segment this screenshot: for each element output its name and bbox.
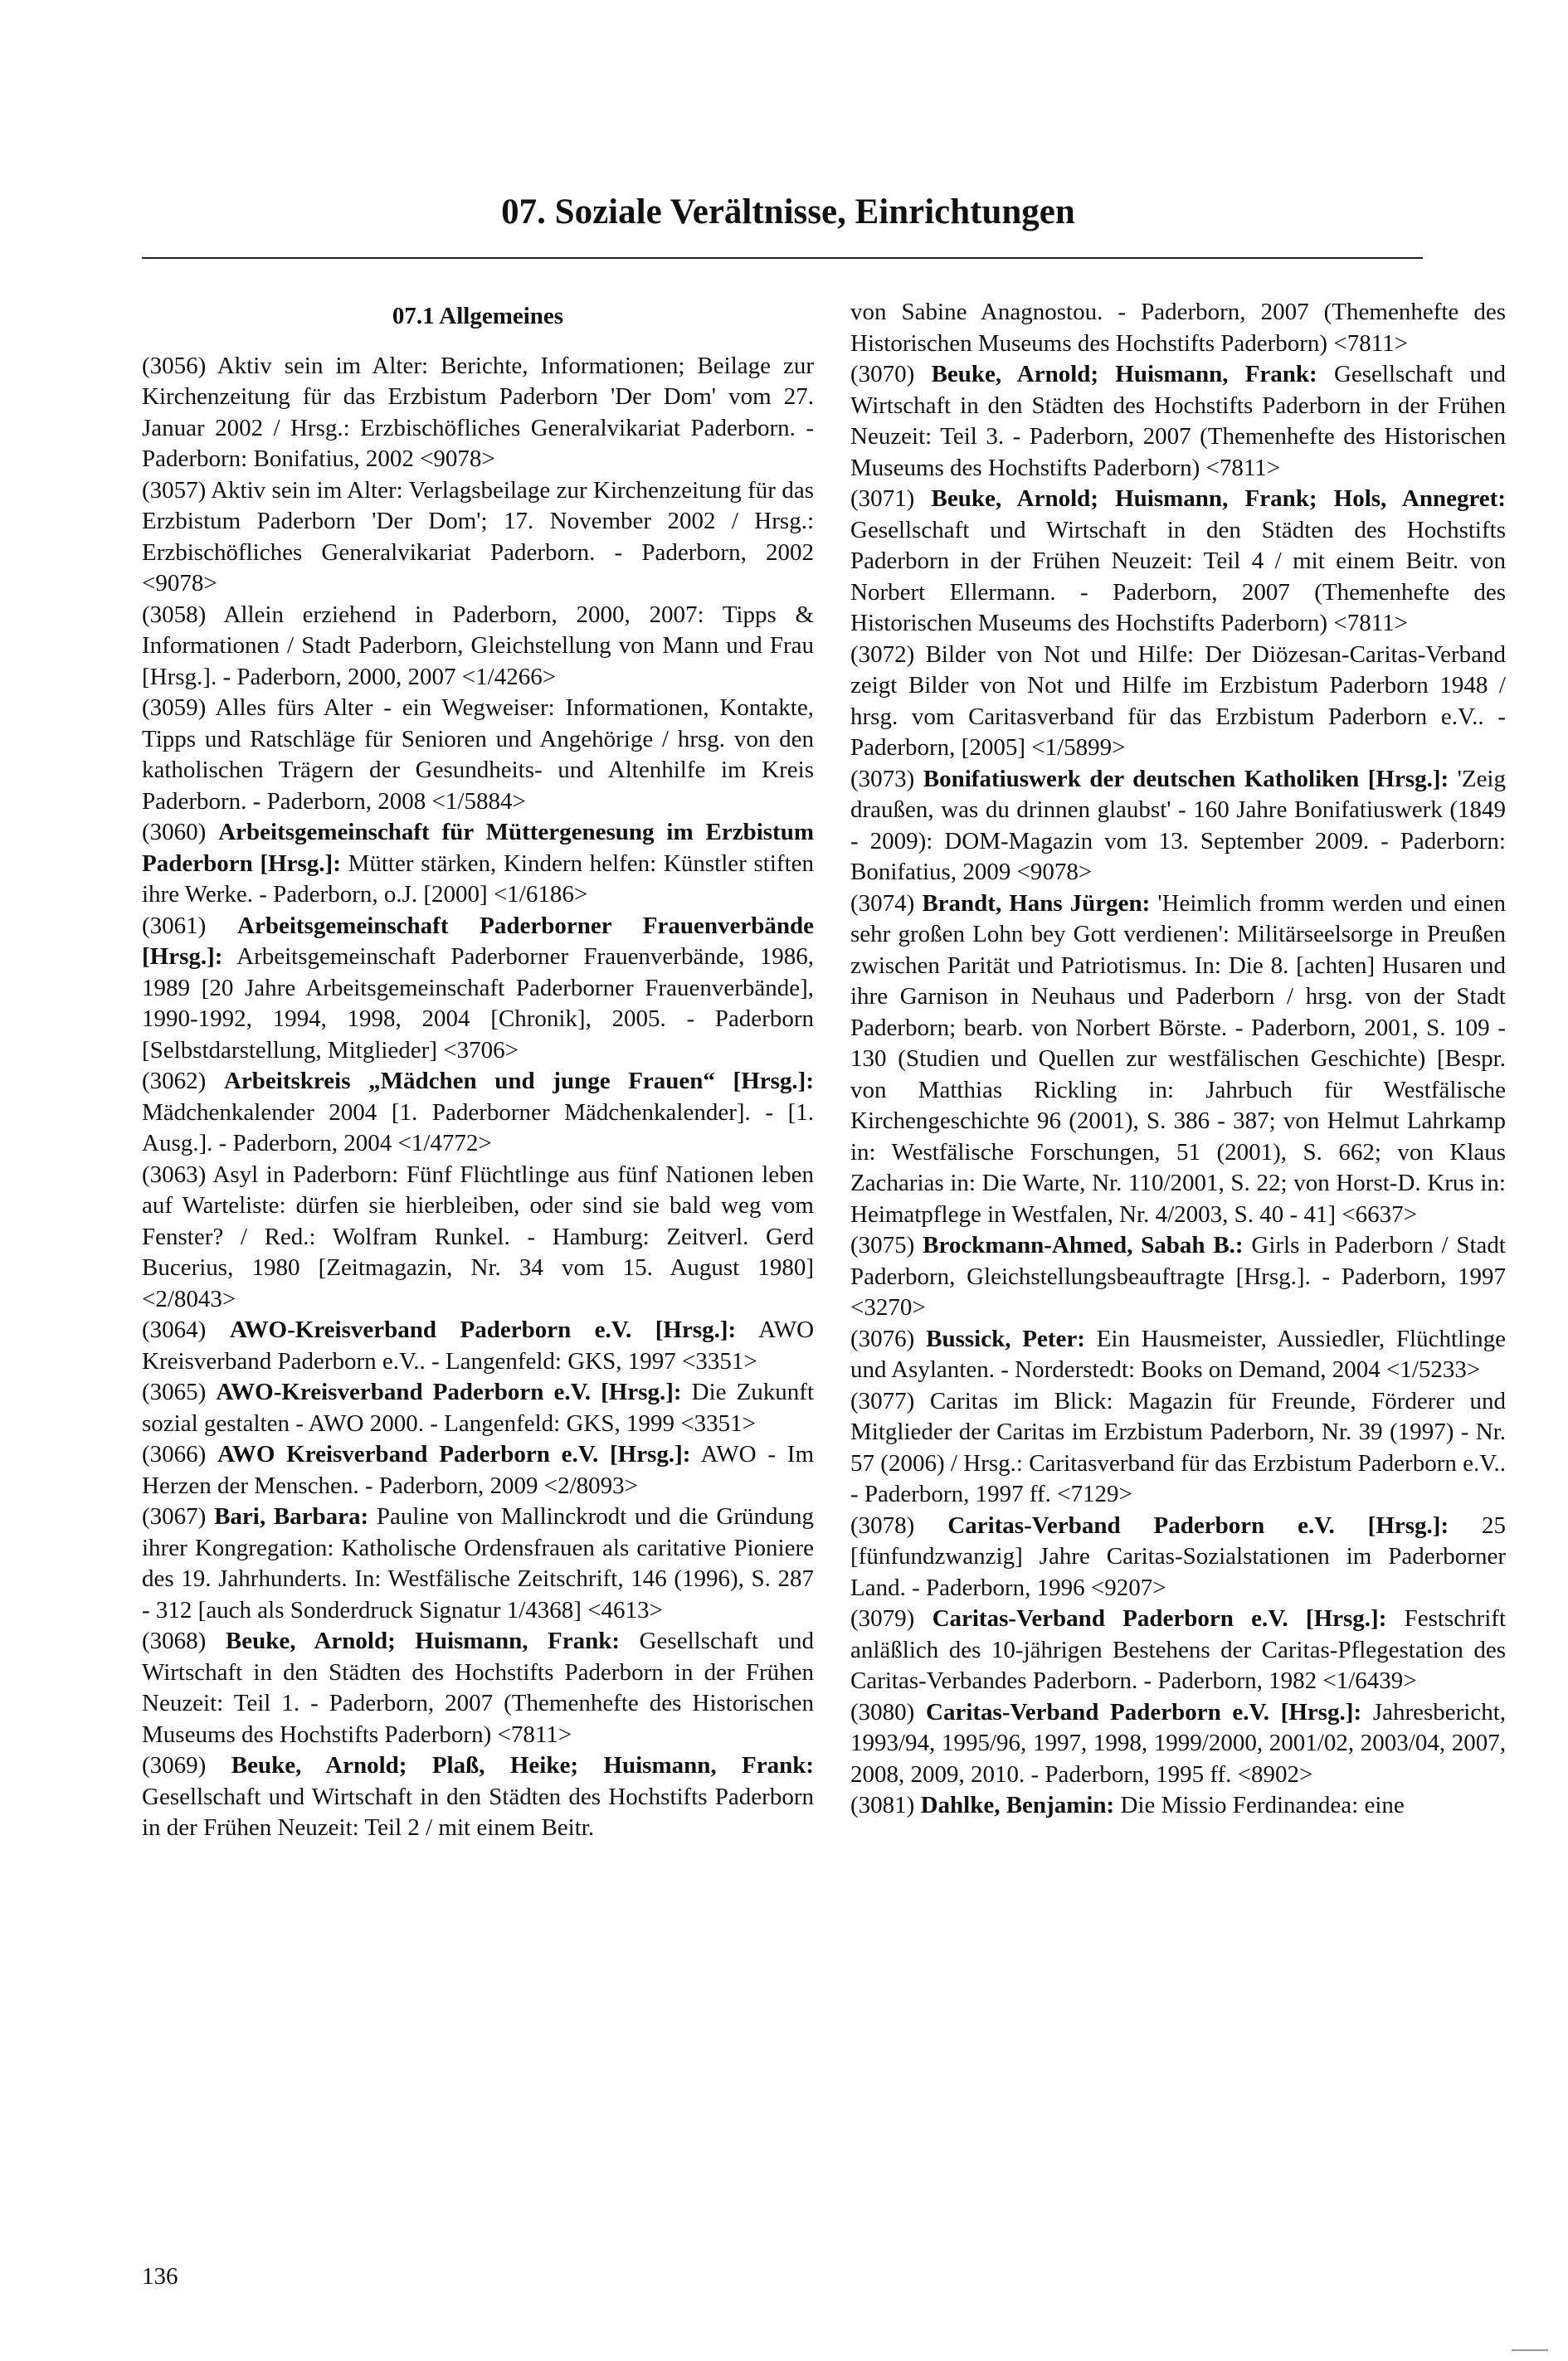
bibliography-entry <box>142 1750 814 1844</box>
entry-number: (3059) <box>142 694 207 721</box>
entry-author: Bari, Barbara: <box>214 1503 369 1530</box>
bibliography-entry <box>142 1160 814 1316</box>
right-entry-list <box>850 359 1506 1822</box>
entry-text: Gesellschaft und Wirtschaft in den Städten des Hochstifts Paderborn in der Frühen Neuzeit: Teil 3. - Paderborn, 2007 (Themenhefte des Historischen Museums des Hochstifts Paderborn) <7811> <box>850 361 1507 481</box>
bibliography-entry <box>850 888 1506 1231</box>
entry-text: Allein erziehend in Paderborn, 2000, 2007: Tipps & Informationen / Stadt Paderborn, Gleichstellung von Mann und Frau [Hrsg.]. - Paderborn, 2000, 2007 <1/4266> <box>142 601 815 690</box>
entry-text: Festschrift anläßlich des 10-jährigen Bestehens der Caritas-Pflegestation des Caritas-Verbandes Paderborn. - Paderborn, 1982 <1/6439> <box>850 1605 1507 1694</box>
bibliography-entry <box>850 359 1506 484</box>
bibliography-entry <box>142 600 814 694</box>
bibliography-entry <box>142 351 814 475</box>
entry-text: Aktiv sein im Alter: Berichte, Informationen; Beilage zur Kirchenzeitung für das Erzbistum Paderborn 'Der Dom' vom 27. Januar 2002 / Hrsg.: Erzbischöfliches Generalvikariat Paderborn. - Paderborn: Bonifatius, 2002 <9078> <box>142 352 815 472</box>
left-column <box>142 297 814 1844</box>
entry-number: (3072) <box>850 640 915 668</box>
entry-text: 25 [fünfundzwanzig] Jahre Caritas-Sozialstationen im Paderborner Land. - Paderborn, 1996 <9207> <box>850 1512 1507 1601</box>
entry-text: Asyl in Paderborn: Fünf Flüchtlinge aus fünf Nationen leben auf Warteliste: dürfen sie hierbleiben, oder sind sie bald weg vom Fenster? / Red.: Wolfram Runkel. - Hamburg: Zeitverl. Gerd Bucerius, 1980 [Zeitmagazin, Nr. 34 vom 15. August 1980] <2/8043> <box>142 1161 815 1312</box>
entry-number: (3067) <box>142 1503 207 1530</box>
section-heading: 07.1 Allgemeines <box>392 303 564 329</box>
entry-number: (3068) <box>142 1628 207 1654</box>
entry-author: Bonifatiuswerk der deutschen Katholiken [Hrsg.]: <box>923 765 1449 792</box>
entry-number: (3075) <box>850 1232 915 1258</box>
bibliography-entry <box>850 1386 1506 1511</box>
entry-author: Brandt, Hans Jürgen: <box>922 889 1151 917</box>
entry-text: AWO Kreisverband Paderborn e.V.. - Langenfeld: GKS, 1997 <3351> <box>142 1317 815 1375</box>
entry-number: (3063) <box>142 1161 207 1188</box>
entry-author: AWO Kreisverband Paderborn e.V. [Hrsg.]: <box>217 1441 691 1468</box>
bibliography-entry <box>850 764 1506 888</box>
entry-text: Jahresbericht, 1993/94, 1995/96, 1997, 1998, 1999/2000, 2001/02, 2003/04, 2007, 2008, 2009, 2010. - Paderborn, 1995 ff. <8902> <box>850 1698 1507 1788</box>
entry-text: AWO - Im Herzen der Menschen. - Paderborn, 2009 <2/8093> <box>142 1441 815 1499</box>
entry-text: Gesellschaft und Wirtschaft in den Städten des Hochstifts Paderborn in der Frühen Neuzeit: Teil 1. - Paderborn, 2007 (Themenhefte des Historischen Museums des Hochstifts Paderborn) <7811> <box>142 1628 814 1748</box>
entry-author: Beuke, Arnold; Plaß, Heike; Huismann, Frank: <box>231 1752 815 1779</box>
entry-text: Die Zukunft sozial gestalten - AWO 2000. - Langenfeld: GKS, 1999 <3351> <box>142 1379 814 1437</box>
entry-number: (3071) <box>850 485 915 512</box>
entry-author: Caritas-Verband Paderborn e.V. [Hrsg.]: <box>947 1512 1449 1539</box>
entry-author: Arbeitsgemeinschaft für Müttergenesung im Erzbistum Paderborn [Hrsg.]: <box>142 819 814 877</box>
entry-author: Arbeitskreis „Mädchen und junge Frauen“ [Hrsg.]: <box>223 1068 814 1094</box>
bibliography-entry <box>142 817 814 911</box>
entry-text: Caritas im Blick: Magazin für Freunde, Förderer und Mitglieder der Caritas im Erzbistum Paderborn, Nr. 39 (1997) - Nr. 57 (2006) / Hrsg.: Caritasverband für das Erzbistum Paderborn e.V.. - Paderborn, 1997 ff. <7129> <box>850 1387 1506 1507</box>
entry-author: Caritas-Verband Paderborn e.V. [Hrsg.]: <box>926 1698 1362 1726</box>
entry-text: Gesellschaft und Wirtschaft in den Städten des Hochstifts Paderborn in der Frühen Neuzeit: Teil 2 / mit einem Beitr. <box>142 1783 814 1841</box>
page-title: 07. Soziale Verältnisse, Einrichtungen <box>501 192 1075 231</box>
bibliography-entry <box>850 1697 1506 1791</box>
bibliography-entry <box>142 1626 814 1750</box>
entry-text: Bilder von Not und Hilfe: Der Diözesan-Caritas-Verband zeigt Bilder von Not und Hilfe im Erzbistum Paderborn 1948 / hrsg. vom Caritasverband für das Erzbistum Paderborn e.V.. - Paderborn, [2005] <1/5899> <box>850 640 1507 761</box>
entry-number: (3080) <box>850 1698 915 1726</box>
entry-number: (3077) <box>850 1387 915 1414</box>
bibliography-entry <box>142 475 814 600</box>
entry-text: 'Heimlich fromm werden und einen sehr großen Lohn bey Gott verdienen': Militärseelsorge in Preußen zwischen Parität und Patriotismus. In: Die 8. [achten] Husaren und ihre Garnison in Neuhaus und Paderborn / hrsg. von der Stadt Paderborn; bearb. von Norbert Börste. - Paderborn, 2001, S. 109 - 130 (Studien und Quellen zur westfälischen Geschichte) [Bespr. von Matthias Rickling in: Jahrbuch für Westfälische Kirchengeschichte 96 (2001), S. 386 - 387; von Helmut Lahrkamp in: Westfälische Forschungen, 51 (2001), S. 662; von Klaus Zacharias in: Die Warte, Nr. 110/2001, S. 22; von Horst-D. Krus in: Heimatpflege in Westfalen, Nr. 4/2003, S. 40 - 41] <6637> <box>850 889 1507 1228</box>
entry-text: Die Missio Ferdinandea: eine <box>1120 1792 1405 1818</box>
entry-number: (3079) <box>850 1605 915 1632</box>
entry-number: (3060) <box>142 819 207 845</box>
entry-author: Bussick, Peter: <box>926 1325 1085 1352</box>
entry-text: Aktiv sein im Alter: Verlagsbeilage zur Kirchenzeitung für das Erzbistum Paderborn 'Der Dom'; 17. November 2002 / Hrsg.: Erzbischöfliches Generalvikariat Paderborn. - Paderborn, 2002 <9078> <box>142 476 814 596</box>
right-column <box>850 297 1506 1822</box>
entry-author: Caritas-Verband Paderborn e.V. [Hrsg.]: <box>932 1605 1387 1632</box>
entry-number: (3069) <box>142 1752 207 1779</box>
entry-number: (3062) <box>142 1068 207 1094</box>
entry-number: (3078) <box>850 1512 915 1539</box>
continuation-text: von Sabine Anagnostou. - Paderborn, 2007 (Themenhefte des Historischen Museums des Hochstifts Paderborn) <7811> <box>850 299 1506 357</box>
entry-number: (3064) <box>142 1317 207 1343</box>
entry-text: Mädchenkalender 2004 [1. Paderborner Mädchenkalender]. - [1. Ausg.]. - Paderborn, 2004 <1/4772> <box>142 1098 814 1156</box>
bibliography-entry <box>850 484 1506 640</box>
entry-number: (3065) <box>142 1379 207 1405</box>
entry-author: Beuke, Arnold; Huismann, Frank: <box>931 361 1317 387</box>
entry-text: Arbeitsgemeinschaft Paderborner Frauenverbände, 1986, 1989 [20 Jahre Arbeitsgemeinschaft Paderborner Frauenverbände], 1990-1992, 1994, 1998, 2004 [Chronik], 2005. - Paderborn [Selbstdarstellung, Mitglieder] <3706> <box>142 943 814 1064</box>
entry-text: Gesellschaft und Wirtschaft in den Städten des Hochstifts Paderborn in der Frühen Neuzeit: Teil 4 / mit einem Beitr. von Norbert Ellermann. - Paderborn, 2007 (Themenhefte des Historischen Museums des Hochstifts Paderborn) <7811> <box>850 516 1506 636</box>
entry-number: (3070) <box>850 361 915 387</box>
entry-author: AWO-Kreisverband Paderborn e.V. [Hrsg.]: <box>229 1317 737 1343</box>
left-entry-list <box>142 351 814 1844</box>
entry-author: Dahlke, Benjamin: <box>920 1792 1115 1818</box>
entry-author: AWO-Kreisverband Paderborn e.V. [Hrsg.]: <box>216 1379 682 1405</box>
entry-number: (3073) <box>850 765 915 792</box>
entry-author: Beuke, Arnold; Huismann, Frank; Hols, Annegret: <box>931 485 1506 512</box>
entry-number: (3061) <box>142 912 207 939</box>
page-number: 136 <box>142 2263 178 2290</box>
entry-text: 'Zeig draußen, was du drinnen glaubst' - 160 Jahre Bonifatiuswerk (1849 - 2009): DOM-Magazin vom 13. September 2009. - Paderborn: Bonifatius, 2009 <9078> <box>850 765 1506 885</box>
bibliography-entry <box>142 911 814 1067</box>
bibliography-entry <box>850 1230 1506 1324</box>
bibliography-entry <box>850 1604 1506 1697</box>
bibliography-entry <box>142 1502 814 1626</box>
entry-number: (3058) <box>142 601 207 628</box>
entry-author: Brockmann-Ahmed, Sabah B.: <box>923 1232 1244 1258</box>
entry-text: Alles fürs Alter - ein Wegweiser: Informationen, Kontakte, Tipps und Ratschläge für Senioren und Angehörige / hrsg. von den katholischen Trägern der Gesundheits- und Altenhilfe im Kreis Paderborn. - Paderborn, 2008 <1/5884> <box>142 694 814 815</box>
entry-number: (3074) <box>850 889 915 917</box>
entry-text: Girls in Paderborn / Stadt Paderborn, Gleichstellungsbeauftragte [Hrsg.]. - Paderborn, 1997 <3270> <box>850 1232 1506 1321</box>
bibliography-entry <box>142 693 814 817</box>
entry-author: Beuke, Arnold; Huismann, Frank: <box>225 1628 621 1654</box>
entry-number: (3066) <box>142 1441 207 1468</box>
bibliography-entry <box>142 1377 814 1439</box>
bibliography-entry <box>850 1511 1506 1604</box>
entry-number: (3056) <box>142 352 207 379</box>
entry-number: (3057) <box>142 476 207 504</box>
entry-text: Pauline von Mallinckrodt und die Gründung ihrer Kongregation: Katholische Ordensfrauen als caritative Pioniere des 19. Jahrhunderts. In: Westfälische Zeitschrift, 146 (1996), S. 287 - 312 [auch als Sonderdruck Signatur 1/4368] <4613> <box>142 1503 814 1623</box>
bibliography-entry <box>142 1315 814 1377</box>
bibliography-entry <box>850 640 1506 764</box>
entry-author: Arbeitsgemeinschaft Paderborner Frauenverbände [Hrsg.]: <box>142 912 814 970</box>
entry-text: Ein Hausmeister, Aussiedler, Flüchtlinge und Asylanten. - Norderstedt: Books on Demand, 2004 <1/5233> <box>850 1325 1507 1383</box>
title-rule <box>142 257 1423 259</box>
bibliography-entry <box>850 1324 1506 1386</box>
corner-mark <box>1512 2349 1548 2351</box>
entry-number: (3076) <box>850 1325 915 1352</box>
bibliography-entry <box>142 1439 814 1502</box>
entry-text: Mütter stärken, Kindern helfen: Künstler stiften ihre Werke. - Paderborn, o.J. [2000] <1/6186> <box>142 849 814 908</box>
entry-number: (3081) <box>850 1792 915 1818</box>
bibliography-entry <box>142 1066 814 1160</box>
bibliography-entry <box>850 1790 1506 1822</box>
